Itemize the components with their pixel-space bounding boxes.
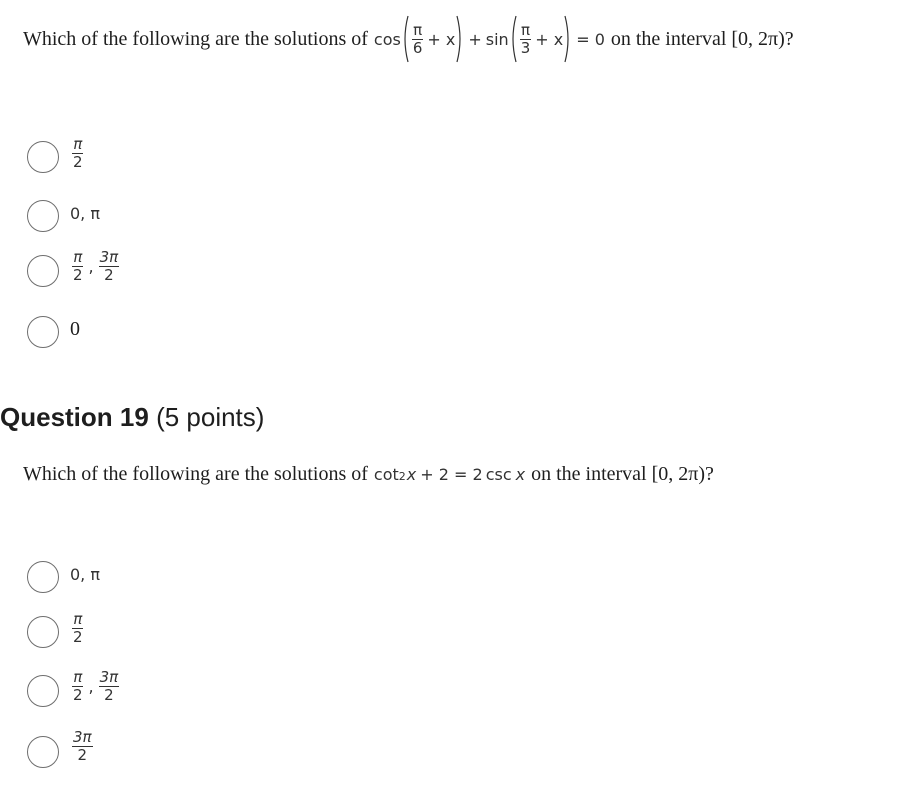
q18-option-2-label: [70, 204, 100, 223]
left-paren-icon: [401, 14, 410, 64]
q18-option-2-text: 0, π: [70, 204, 100, 223]
q18-text-after: on the interval [0, 2π)?: [610, 27, 794, 50]
question-18-prompt: [23, 14, 794, 64]
q18-equals-zero: = 0: [576, 29, 605, 49]
question-19-points: (5 points): [156, 402, 265, 432]
left-paren-icon: [509, 14, 518, 64]
q19-option-4-radio[interactable]: [27, 736, 59, 768]
question-19-prompt: [23, 458, 714, 490]
q19-option-2-radio[interactable]: [27, 616, 59, 648]
q19-x2: x: [515, 464, 526, 484]
q18-option-4-text: 0: [70, 318, 80, 340]
q18-frac2-num: π: [520, 20, 530, 39]
question-19-header: [0, 402, 264, 433]
q19-option-2-den: 2: [73, 628, 83, 646]
right-paren-icon: [563, 14, 572, 64]
q18-option-3-frac-a: [72, 249, 84, 284]
q18-cos: cos: [373, 29, 401, 49]
q18-option-3-radio[interactable]: [27, 255, 59, 287]
q18-option-4-radio[interactable]: [27, 316, 59, 348]
right-paren-icon: [455, 14, 464, 64]
q19-option-2-num: π: [73, 610, 83, 628]
q18-plus-x-1: + x: [427, 29, 456, 49]
q19-option-3-a-num: π: [73, 668, 83, 686]
q18-frac2-den: 3: [520, 38, 531, 57]
q19-option-4-label: [70, 729, 95, 764]
q19-text-before: Which of the following are the solutions of: [23, 462, 368, 485]
q19-x: x: [406, 464, 417, 484]
q18-option-4-label: [70, 318, 80, 341]
q19-option-3-label: [70, 669, 121, 704]
q19-option-1-radio[interactable]: [27, 561, 59, 593]
q19-option-4-fraction: [72, 729, 93, 764]
q18-option-3-b-den: 2: [104, 266, 114, 284]
q19-option-1-label: [70, 565, 100, 584]
q18-plus: +: [468, 29, 482, 49]
q18-sin: sin: [485, 29, 509, 49]
q19-option-4-num: 3π: [73, 728, 92, 746]
q19-option-2-label: [70, 611, 86, 646]
q18-option-2-radio[interactable]: [27, 200, 59, 232]
q18-option-1-den: 2: [73, 153, 83, 171]
q19-option-4-den: 2: [77, 746, 88, 764]
q18-option-3-b-num: 3π: [99, 248, 119, 266]
q19-option-3-b-num: 3π: [99, 668, 119, 686]
q18-option-1-radio[interactable]: [27, 141, 59, 173]
q19-option-3-frac-b: [99, 669, 120, 704]
q19-equation: [374, 465, 525, 484]
q18-frac1-num: π: [413, 20, 423, 39]
q19-option-3-sep: ,: [88, 677, 94, 696]
q19-option-1-text: 0, π: [70, 565, 100, 584]
q18-option-3-sep: ,: [88, 257, 94, 276]
q18-option-1-fraction: [72, 136, 84, 171]
q18-option-1-label: [70, 136, 86, 171]
q18-fraction-pi-6: [412, 22, 424, 57]
q18-option-3-frac-b: [99, 249, 120, 284]
q19-option-2-fraction: [72, 611, 84, 646]
q19-option-3-b-den: 2: [104, 686, 114, 704]
q19-text-after: on the interval [0, 2π)?: [531, 462, 714, 485]
q18-plus-x-2: + x: [535, 29, 564, 49]
q18-option-1-num: π: [73, 135, 83, 153]
q18-equation: [374, 14, 605, 64]
q18-fraction-pi-3: [520, 22, 532, 57]
q19-csc: csc: [485, 464, 512, 484]
q19-option-3-a-den: 2: [73, 686, 83, 704]
q19-option-3-frac-a: [72, 669, 84, 704]
q19-option-3-radio[interactable]: [27, 675, 59, 707]
q18-option-3-a-den: 2: [73, 266, 83, 284]
question-19-title: Question 19: [0, 402, 149, 432]
q19-cot: cot: [373, 464, 399, 484]
q19-superscript: 2: [398, 469, 406, 483]
q18-option-3-a-num: π: [73, 248, 83, 266]
q18-text-before: Which of the following are the solutions of: [23, 27, 368, 50]
q18-option-3-label: [70, 249, 121, 284]
q19-plus-two: + 2 = 2: [420, 464, 483, 484]
q18-frac1-den: 6: [412, 38, 423, 57]
